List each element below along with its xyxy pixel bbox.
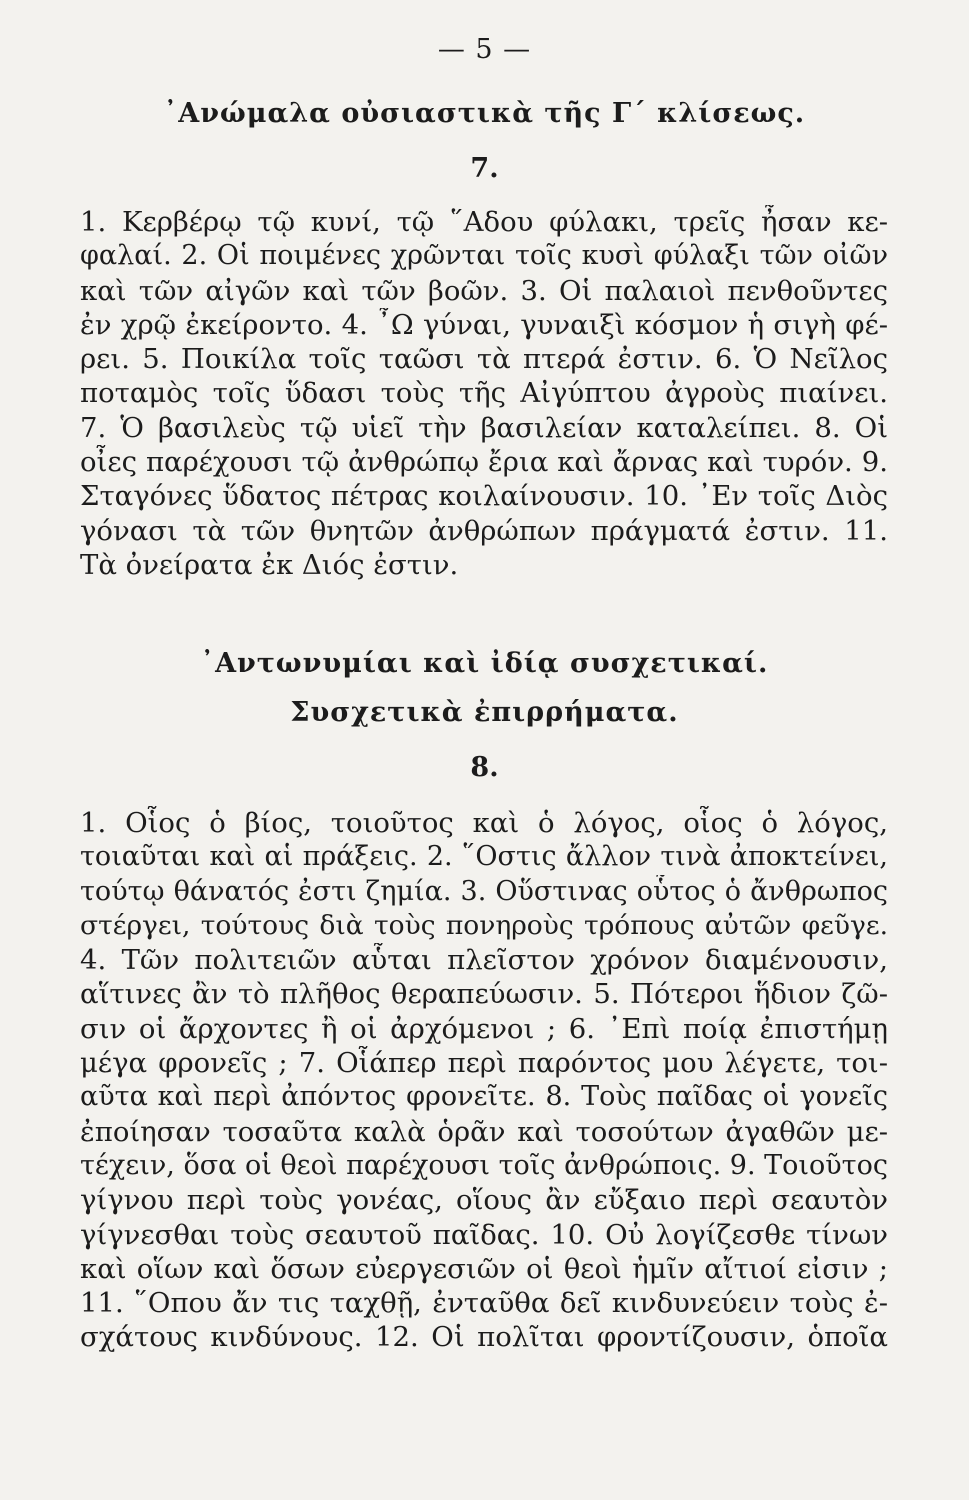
text-line: ποταμὸς τοῖς ὕδασι τοὺς τῆς Αἰγύπτου ἀγροὺς πιαίνει. bbox=[80, 377, 888, 410]
text-line: 11. ῞Οπου ἄν τις ταχθῇ, ἐνταῦθα δεῖ κινδυνεύειν τοὺς ἐ- bbox=[80, 1287, 888, 1320]
text-line: Τὰ ὀνείρατα ἐκ Διός ἐστιν. bbox=[80, 548, 459, 581]
text-line: αῦτα καὶ περὶ ἀπόντος φρονεῖτε. 8. Τοὺς παῖδας οἱ γονεῖς bbox=[80, 1081, 888, 1113]
text-line: 4. Τῶν πολιτειῶν αὗται πλεῖστον χρόνον διαμένουσιν, bbox=[80, 944, 888, 977]
text-line: αἵτινες ἂν τὸ πλῆθος θεραπεύωσιν. 5. Πότεροι ἥδιον ζῶ- bbox=[80, 978, 888, 1011]
section-heading-irregular-nouns: ᾿Ανώμαλα οὐσιαστικὰ τῆς Γ´ κλίσεως. bbox=[163, 98, 806, 129]
text-line: ρει. 5. Ποικίλα τοῖς ταῶσι τὰ πτερά ἐστιν. 6. Ὁ Νεῖλος bbox=[80, 343, 888, 376]
text-line: καὶ τῶν αἰγῶν καὶ τῶν βοῶν. 3. Οἱ παλαιοὶ πενθοῦντες bbox=[80, 274, 888, 307]
exercise-number-7: 7. bbox=[470, 153, 499, 184]
text-line: σχάτους κινδύνους. 12. Οἱ πολῖται φροντίζουσιν, ὁποῖα bbox=[80, 1321, 888, 1354]
text-line: γόνασι τὰ τῶν θνητῶν ἀνθρώπων πράγματά ἐστιν. 11. bbox=[80, 514, 888, 547]
text-line: 1. Οἷος ὁ βίος, τοιοῦτος καὶ ὁ λόγος, οἷος ὁ λόγος, bbox=[80, 807, 888, 839]
exercise-number-8: 8. bbox=[470, 752, 499, 783]
text-line: μέγα φρονεῖς ; 7. Οἷάπερ περὶ παρόντος μου λέγετε, τοι- bbox=[80, 1047, 888, 1080]
text-line: καὶ οἵων καὶ ὅσων εὐεργεσιῶν οἱ θεοὶ ἡμῖν αἴτιοί εἰσιν ; bbox=[80, 1252, 888, 1285]
page-number: — 5 — bbox=[437, 34, 532, 65]
text-line: γίγνεσθαι τοὺς σεαυτοῦ παῖδας. 10. Οὐ λογίζεσθε τίνων bbox=[80, 1218, 888, 1251]
text-line: 7. Ὁ βασιλεὺς τῷ υἱεῖ τὴν βασιλείαν καταλείπει. 8. Οἱ bbox=[80, 411, 888, 444]
section-subheading-correlative-adverbs: Συσχετικὰ ἐπιρρήματα. bbox=[290, 697, 679, 728]
text-line: ἐν χρῷ ἐκείροντο. 4. ῏Ω γύναι, γυναιξὶ κόσμον ἡ σιγὴ φέ- bbox=[80, 308, 888, 341]
text-line: Σταγόνες ὕδατος πέτρας κοιλαίνουσιν. 10. ᾿Εν τοῖς Διὸς bbox=[80, 480, 888, 513]
text-line: τούτῳ θάνατός ἐστι ζημία. 3. Οὕστινας οὗτος ὁ ἄνθρωπος bbox=[80, 875, 888, 907]
exercise-7-text bbox=[80, 205, 888, 582]
text-line: τέχειν, ὅσα οἱ θεοὶ παρέχουσι τοῖς ἀνθρώποις. 9. Τοιοῦτος bbox=[80, 1149, 888, 1181]
section-heading-correlative-pronouns: ᾿Αντωνυμίαι καὶ ἰδίᾳ συσχετικαί. bbox=[200, 648, 769, 679]
text-line: στέργει, τούτους διὰ τοὺς πονηροὺς τρόπους αὐτῶν φεῦγε. bbox=[80, 909, 888, 941]
exercise-8-text bbox=[80, 806, 888, 1355]
text-line: τοιαῦται καὶ αἱ πράξεις. 2. ῞Οστις ἄλλον τινὰ ἀποκτείνει, bbox=[80, 841, 888, 873]
text-line: 1. Κερβέρῳ τῷ κυνί, τῷ ῞Αδου φύλακι, τρεῖς ἦσαν κε- bbox=[80, 206, 888, 238]
text-line: ἐποίησαν τοσαῦτα καλὰ ὁρᾶν καὶ τοσούτων ἀγαθῶν με- bbox=[80, 1115, 888, 1148]
text-line: οἶες παρέχουσι τῷ ἀνθρώπῳ ἔρια καὶ ἄρνας καὶ τυρόν. 9. bbox=[80, 446, 888, 479]
text-line: φαλαί. 2. Οἱ ποιμένες χρῶνται τοῖς κυσὶ φύλαξι τῶν οἰῶν bbox=[80, 240, 888, 272]
text-line: γίγνου περὶ τοὺς γονέας, οἵους ἂν εὔξαιο περὶ σεαυτὸν bbox=[80, 1184, 888, 1217]
text-line: σιν οἱ ἄρχοντες ἢ οἱ ἀρχόμενοι ; 6. ᾿Επὶ ποίᾳ ἐπιστήμῃ bbox=[80, 1012, 888, 1045]
